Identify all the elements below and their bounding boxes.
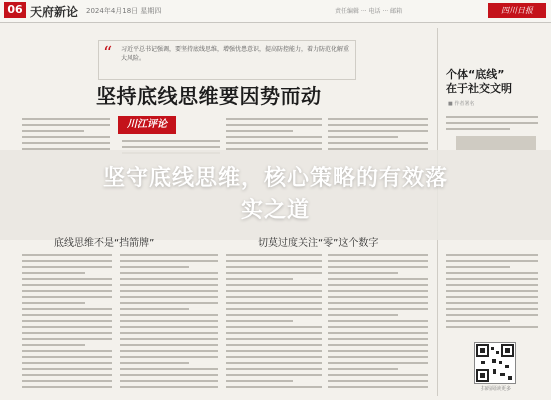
column-name: 天府新论: [30, 5, 79, 19]
subheading: 切莫过度关注“零”这个数字: [258, 238, 379, 249]
page-header: [0, 0, 551, 23]
issue-number-badge: 06: [4, 2, 26, 18]
quote-mark-icon: “: [103, 43, 113, 64]
article-image: [456, 136, 536, 150]
text-column: [226, 118, 322, 154]
subheading: 底线思维不是“挡箭牌”: [54, 238, 155, 249]
text-column: [328, 118, 428, 154]
text-column: [446, 116, 538, 134]
text-column: [226, 254, 322, 392]
text-column: [328, 254, 428, 392]
right-article-byline: ■ 作者署名: [448, 101, 475, 107]
text-column: [22, 118, 110, 154]
text-column: [446, 254, 538, 332]
overlay-title: [0, 163, 551, 227]
header-info: 责任编辑 ··· 电话 ··· 邮箱: [335, 8, 403, 15]
right-article-title: 在于社交文明: [446, 82, 512, 95]
text-column: [22, 254, 112, 392]
qr-code[interactable]: [474, 342, 516, 384]
header-date: 2024年4月18日 星期四: [86, 7, 162, 15]
lead-box: [98, 40, 356, 80]
qr-caption: 扫码阅读更多: [480, 386, 511, 392]
right-article-title: 个体“底线”: [446, 68, 505, 81]
overlay-title-line: 实之道: [240, 198, 310, 223]
article-headline: 坚持底线思维要因势而动: [96, 84, 322, 108]
overlay-title-line: 坚守底线思维，核心策略的有效落: [102, 166, 448, 191]
column-logo: 川江评论: [118, 116, 176, 134]
newspaper-logo: 四川日报: [488, 3, 546, 18]
lead-text: 习近平总书记强调，要坚持底线思维，增强忧患意识，提高防控能力，着力防范化解重大风险。: [121, 46, 350, 62]
text-column: [120, 254, 218, 392]
